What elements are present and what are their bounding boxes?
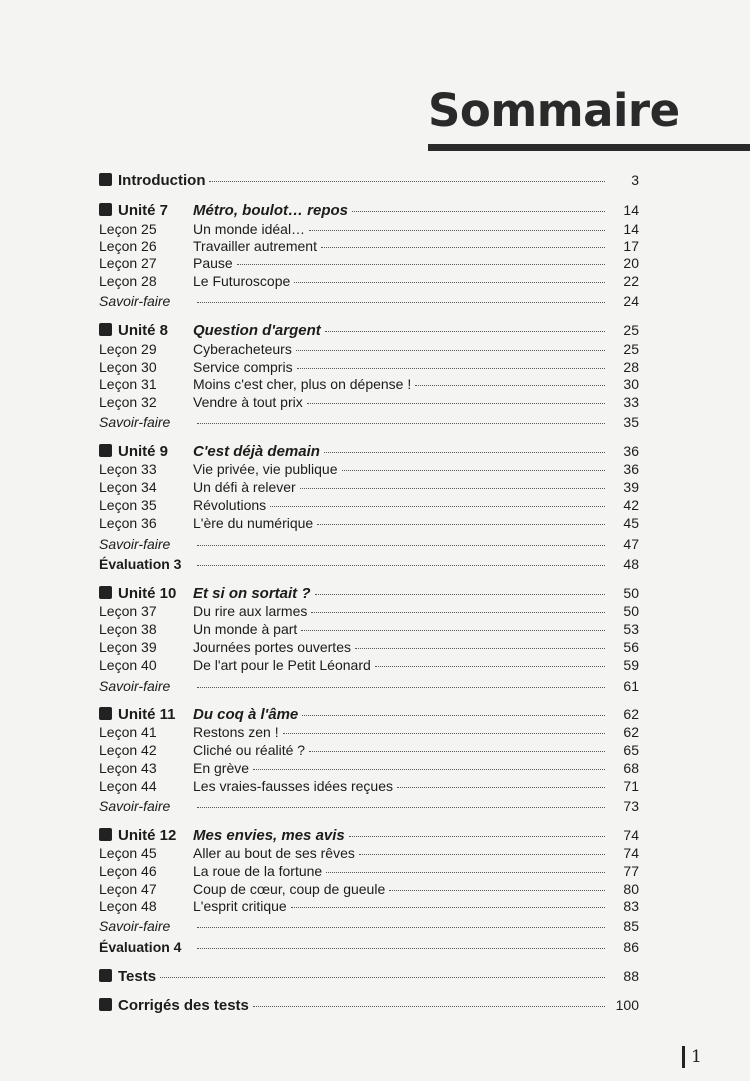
toc-entry: [99, 656, 639, 675]
toc-entry: [99, 602, 639, 621]
entry-label: [99, 272, 193, 291]
page-ref: 22: [623, 273, 639, 289]
lesson-title: De l'art pour le Petit Léonard: [193, 657, 371, 673]
entry-name: Leçon 25: [99, 221, 157, 237]
entry-label: [99, 602, 193, 621]
bullet-square-icon: [99, 586, 112, 599]
unit-label: [99, 321, 193, 340]
entry-name: Savoir-faire: [99, 414, 171, 430]
lesson-title: Pause: [193, 255, 233, 271]
toc-entry: [99, 677, 639, 696]
entry-name: Leçon 47: [99, 881, 157, 897]
entry-name: Leçon 45: [99, 845, 157, 861]
toc-entry: [99, 917, 639, 936]
lesson-title: Journées portes ouvertes: [193, 639, 351, 655]
dot-leader: [291, 907, 605, 908]
dot-leader: [160, 977, 605, 978]
toc-entry: [99, 897, 639, 916]
entry-name: Leçon 39: [99, 639, 157, 655]
section-label: [99, 996, 249, 1015]
page-ref: 35: [623, 414, 639, 430]
page-ref: 62: [623, 706, 639, 722]
entry-label: [99, 514, 193, 533]
entry-name: Leçon 40: [99, 657, 157, 673]
lesson-title: Restons zen !: [193, 724, 279, 740]
entry-label: [99, 375, 193, 394]
toc-entry: [99, 555, 639, 574]
dot-leader: [352, 211, 605, 212]
bullet-square-icon: [99, 173, 112, 186]
page-ref: 88: [623, 968, 639, 984]
entry-label: [99, 254, 193, 273]
lesson-title: Révolutions: [193, 497, 267, 513]
page-ref: 47: [623, 536, 639, 552]
bullet-square-icon: [99, 969, 112, 982]
lesson-title: Vendre à tout prix: [193, 394, 303, 410]
entry-name: Introduction: [118, 172, 206, 189]
page-ref: 62: [623, 724, 639, 740]
dot-leader: [326, 872, 605, 873]
toc-entry: [99, 777, 639, 796]
page-ref: 30: [623, 376, 639, 392]
entry-name: Unité 12: [118, 827, 177, 844]
page-ref: 36: [623, 461, 639, 477]
dot-leader: [270, 506, 605, 507]
dot-leader: [317, 524, 605, 525]
lesson-title: Le Futuroscope: [193, 273, 291, 289]
dot-leader: [325, 331, 605, 332]
lesson-title: Un monde idéal…: [193, 221, 306, 237]
entry-name: Évaluation 4: [99, 939, 182, 955]
unit-title: Du coq à l'âme: [193, 706, 299, 723]
entry-name: Leçon 44: [99, 778, 157, 794]
unit-label: [99, 705, 193, 724]
dot-leader: [309, 751, 605, 752]
dot-leader: [283, 733, 605, 734]
page-ref: 14: [623, 221, 639, 237]
entry-name: Savoir-faire: [99, 678, 171, 694]
lesson-title: L'esprit critique: [193, 898, 287, 914]
entry-label: [99, 620, 193, 639]
toc-entry: [99, 584, 639, 603]
toc-entry: [99, 638, 639, 657]
dot-leader: [197, 687, 605, 688]
toc-entry: [99, 496, 639, 515]
dot-leader: [349, 836, 605, 837]
entry-label: [99, 555, 193, 574]
entry-name: Leçon 33: [99, 461, 157, 477]
unit-title: Question d'argent: [193, 322, 321, 339]
page-title: Sommaire: [428, 84, 680, 137]
entry-label: [99, 897, 193, 916]
toc-entry: [99, 413, 639, 432]
lesson-title: Cliché ou réalité ?: [193, 742, 306, 758]
toc-entry: [99, 844, 639, 863]
page-ref: 17: [623, 238, 639, 254]
lesson-title: Aller au bout de ses rêves: [193, 845, 355, 861]
dot-leader: [375, 666, 605, 667]
toc-entry: [99, 967, 639, 986]
lesson-title: La roue de la fortune: [193, 863, 323, 879]
lesson-title: Service compris: [193, 359, 293, 375]
entry-name: Corrigés des tests: [118, 997, 249, 1014]
entry-name: Leçon 31: [99, 376, 157, 392]
toc-entry: [99, 996, 639, 1015]
entry-name: Unité 11: [118, 706, 176, 723]
page-ref: 74: [623, 845, 639, 861]
toc-entry: [99, 254, 639, 273]
dot-leader: [197, 948, 605, 949]
page-ref: 65: [623, 742, 639, 758]
bullet-square-icon: [99, 998, 112, 1011]
dot-leader: [253, 1006, 605, 1007]
entry-label: [99, 862, 193, 881]
page-ref: 85: [623, 918, 639, 934]
page-ref: 39: [623, 479, 639, 495]
page-ref: 25: [623, 322, 639, 338]
dot-leader: [315, 594, 605, 595]
entry-label: [99, 844, 193, 863]
dot-leader: [311, 612, 605, 613]
lesson-title: En grève: [193, 760, 250, 776]
toc-entry: [99, 478, 639, 497]
dot-leader: [197, 927, 605, 928]
entry-name: Tests: [118, 968, 157, 985]
toc-entry: [99, 442, 639, 461]
lesson-title: Vie privée, vie publique: [193, 461, 338, 477]
dot-leader: [397, 787, 605, 788]
toc-entry: [99, 826, 639, 845]
entry-label: [99, 460, 193, 479]
toc-entry: [99, 171, 639, 190]
lesson-title: Un défi à relever: [193, 479, 296, 495]
dot-leader: [297, 368, 605, 369]
title-underline: [428, 144, 750, 151]
toc-entry: [99, 797, 639, 816]
page-ref: 42: [623, 497, 639, 513]
dot-leader: [321, 247, 605, 248]
toc-entry: [99, 759, 639, 778]
page-ref: 50: [623, 585, 639, 601]
lesson-title: Moins c'est cher, plus on dépense !: [193, 376, 412, 392]
page-ref: 73: [623, 798, 639, 814]
dot-leader: [301, 630, 605, 631]
entry-name: Leçon 34: [99, 479, 157, 495]
entry-name: Unité 10: [118, 585, 177, 602]
page-ref: 80: [623, 881, 639, 897]
entry-name: Savoir-faire: [99, 536, 171, 552]
toc-entry: [99, 514, 639, 533]
page-ref: 53: [623, 621, 639, 637]
unit-label: [99, 201, 193, 220]
toc-entry: [99, 741, 639, 760]
unit-title: C'est déjà demain: [193, 443, 320, 460]
bullet-square-icon: [99, 323, 112, 336]
toc-entry: [99, 393, 639, 412]
entry-name: Leçon 43: [99, 760, 157, 776]
unit-title: Métro, boulot… repos: [193, 202, 348, 219]
unit-label: [99, 442, 193, 461]
page-ref: 71: [623, 778, 639, 794]
dot-leader: [209, 181, 605, 182]
toc-entry: [99, 723, 639, 742]
entry-label: [99, 478, 193, 497]
dot-leader: [197, 302, 605, 303]
page-ref: 61: [623, 678, 639, 694]
entry-name: Unité 8: [118, 322, 169, 339]
toc-entry: [99, 292, 639, 311]
page-ref: 36: [623, 443, 639, 459]
lesson-title: Un monde à part: [193, 621, 298, 637]
lesson-title: Travailler autrement: [193, 238, 317, 254]
lesson-title: Les vraies-fausses idées reçues: [193, 778, 393, 794]
toc-entry: [99, 272, 639, 291]
dot-leader: [197, 423, 605, 424]
page-ref: 86: [623, 939, 639, 955]
dot-leader: [389, 890, 605, 891]
entry-name: Leçon 35: [99, 497, 157, 513]
page-ref: 45: [623, 515, 639, 531]
lesson-title: L'ère du numérique: [193, 515, 314, 531]
page-ref: 100: [615, 997, 639, 1013]
entry-name: Leçon 36: [99, 515, 157, 531]
unit-title: Et si on sortait ?: [193, 585, 311, 602]
page-ref: 20: [623, 255, 639, 271]
entry-name: Savoir-faire: [99, 798, 171, 814]
dot-leader: [307, 403, 605, 404]
unit-label: [99, 826, 193, 845]
page-ref: 74: [623, 827, 639, 843]
entry-name: Évaluation 3: [99, 556, 182, 572]
dot-leader: [309, 230, 605, 231]
unit-title: Mes envies, mes avis: [193, 827, 345, 844]
dot-leader: [342, 470, 605, 471]
dot-leader: [359, 854, 605, 855]
page-ref: 50: [623, 603, 639, 619]
entry-label: [99, 496, 193, 515]
entry-label: [99, 677, 193, 696]
page-ref: 3: [631, 172, 639, 188]
entry-name: Unité 7: [118, 202, 169, 219]
entry-name: Leçon 41: [99, 724, 157, 740]
toc-entry: [99, 705, 639, 724]
entry-label: [99, 938, 193, 957]
bullet-square-icon: [99, 444, 112, 457]
dot-leader: [355, 648, 605, 649]
entry-name: Leçon 42: [99, 742, 157, 758]
entry-label: [99, 759, 193, 778]
entry-label: [99, 638, 193, 657]
dot-leader: [415, 385, 605, 386]
dot-leader: [324, 452, 605, 453]
page-number: 1: [682, 1046, 702, 1068]
entry-label: [99, 797, 193, 816]
toc-entry: [99, 620, 639, 639]
entry-label: [99, 656, 193, 675]
dot-leader: [296, 350, 605, 351]
dot-leader: [294, 282, 605, 283]
dot-leader: [300, 488, 605, 489]
section-label: [99, 171, 205, 190]
page-ref: 33: [623, 394, 639, 410]
entry-name: Leçon 48: [99, 898, 157, 914]
section-label: [99, 967, 156, 986]
entry-label: [99, 393, 193, 412]
page-ref: 59: [623, 657, 639, 673]
page-ref: 28: [623, 359, 639, 375]
unit-label: [99, 584, 193, 603]
toc-entry: [99, 862, 639, 881]
toc-entry: [99, 938, 639, 957]
entry-name: Leçon 37: [99, 603, 157, 619]
entry-name: Leçon 30: [99, 359, 157, 375]
entry-name: Savoir-faire: [99, 293, 171, 309]
page-ref: 83: [623, 898, 639, 914]
dot-leader: [302, 715, 605, 716]
entry-name: Unité 9: [118, 443, 169, 460]
entry-name: Leçon 32: [99, 394, 157, 410]
bullet-square-icon: [99, 203, 112, 216]
page-ref: 48: [623, 556, 639, 572]
entry-name: Leçon 46: [99, 863, 157, 879]
entry-label: [99, 723, 193, 742]
entry-name: Leçon 26: [99, 238, 157, 254]
dot-leader: [197, 565, 605, 566]
toc-entry: [99, 375, 639, 394]
bullet-square-icon: [99, 707, 112, 720]
lesson-title: Cyberacheteurs: [193, 341, 292, 357]
dot-leader: [197, 807, 605, 808]
entry-name: Leçon 28: [99, 273, 157, 289]
toc-entry: [99, 201, 639, 220]
entry-label: [99, 340, 193, 359]
entry-name: Leçon 27: [99, 255, 157, 271]
page-ref: 56: [623, 639, 639, 655]
entry-label: [99, 413, 193, 432]
toc-entry: [99, 340, 639, 359]
lesson-title: Du rire aux larmes: [193, 603, 308, 619]
entry-name: Leçon 38: [99, 621, 157, 637]
toc-entry: [99, 321, 639, 340]
toc-entry: [99, 535, 639, 554]
entry-label: [99, 292, 193, 311]
entry-name: Leçon 29: [99, 341, 157, 357]
page-ref: 14: [623, 202, 639, 218]
entry-label: [99, 777, 193, 796]
page-ref: 24: [623, 293, 639, 309]
bullet-square-icon: [99, 828, 112, 841]
entry-label: [99, 741, 193, 760]
lesson-title: Coup de cœur, coup de gueule: [193, 881, 386, 897]
toc-entry: [99, 460, 639, 479]
dot-leader: [237, 264, 605, 265]
entry-label: [99, 535, 193, 554]
entry-name: Savoir-faire: [99, 918, 171, 934]
dot-leader: [197, 545, 605, 546]
page-ref: 77: [623, 863, 639, 879]
dot-leader: [253, 769, 605, 770]
page-ref: 25: [623, 341, 639, 357]
entry-label: [99, 917, 193, 936]
page-ref: 68: [623, 760, 639, 776]
